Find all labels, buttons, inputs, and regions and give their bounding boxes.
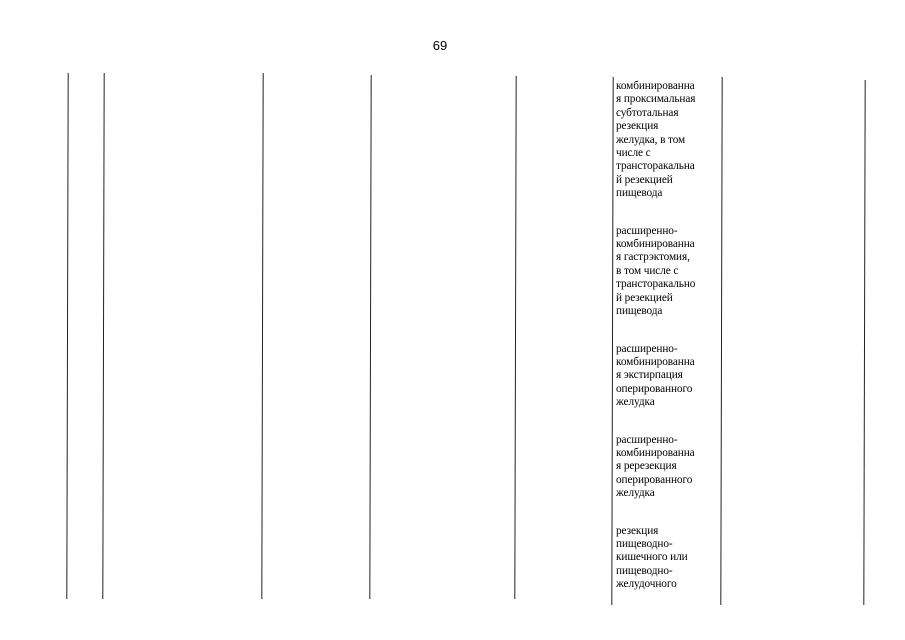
text-line: трансторакально bbox=[616, 278, 696, 291]
text-line: й резекцией bbox=[616, 291, 673, 304]
text-line: я гастрэктомия, bbox=[616, 251, 690, 264]
page-number: 69 bbox=[432, 38, 448, 53]
text-line: пищеводно- bbox=[616, 537, 673, 550]
text-line: оперированного bbox=[616, 473, 693, 486]
text-line: желудочного bbox=[616, 578, 677, 591]
table-column-rule bbox=[261, 73, 263, 599]
table-column-rule bbox=[611, 77, 613, 605]
procedure-entry bbox=[616, 525, 720, 592]
text-line: пищеводно- bbox=[616, 564, 673, 577]
text-line: в том числе с bbox=[616, 264, 679, 277]
text-line: пищевода bbox=[616, 305, 663, 318]
text-line: расширенно- bbox=[616, 342, 678, 355]
text-line: комбинированна bbox=[616, 446, 695, 459]
text-line: комбинированна bbox=[616, 355, 695, 368]
text-line: я экстирпация bbox=[616, 369, 683, 382]
text-line: резекция bbox=[616, 524, 659, 537]
procedure-entry bbox=[616, 225, 720, 319]
text-line: комбинированна bbox=[616, 238, 695, 251]
text-line: желудка bbox=[616, 487, 655, 500]
text-line: я ререзекция bbox=[616, 460, 677, 473]
table-column-rule bbox=[863, 80, 865, 605]
procedure-entry bbox=[616, 80, 720, 201]
text-line: желудка, в том bbox=[616, 133, 686, 146]
text-line: трансторакальна bbox=[616, 160, 695, 173]
text-line: расширенно- bbox=[616, 433, 678, 446]
text-line: субтотальная bbox=[616, 106, 679, 119]
text-line: кишечного или bbox=[616, 551, 688, 564]
text-line: я проксимальная bbox=[616, 93, 696, 106]
text-line: комбинированна bbox=[616, 80, 695, 92]
text-line: числе с bbox=[616, 147, 651, 160]
table-column-rule bbox=[66, 73, 68, 599]
table-column-rule bbox=[369, 75, 371, 599]
procedure-entry bbox=[616, 434, 720, 501]
procedure-list-cell bbox=[616, 80, 720, 616]
text-line: оперированного bbox=[616, 382, 693, 395]
table-column-rule bbox=[514, 76, 516, 599]
text-line: резекция bbox=[616, 120, 659, 133]
text-line: пищевода bbox=[616, 187, 663, 200]
text-line: желудка bbox=[616, 396, 655, 409]
table-column-rule bbox=[102, 73, 104, 599]
text-line: й резекцией bbox=[616, 173, 673, 186]
text-line: расширенно- bbox=[616, 224, 678, 237]
table-column-rule bbox=[720, 77, 722, 605]
procedure-entry bbox=[616, 343, 720, 410]
